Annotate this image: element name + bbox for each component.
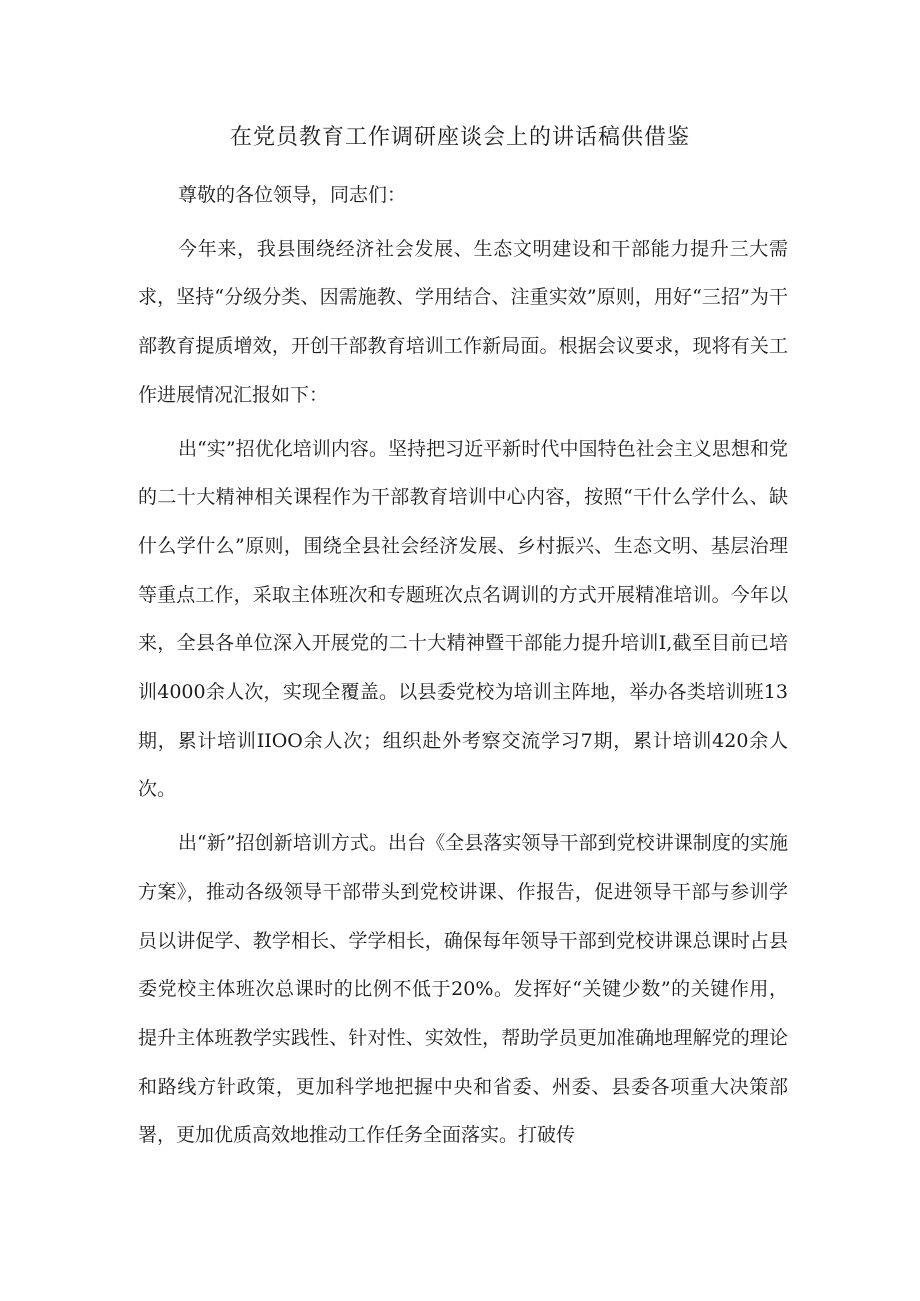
document-body [138,171,788,1160]
salutation: 尊敬的各位领导，同志们： [178,184,407,206]
paragraph-content: 出“实”招优化培训内容。坚持把习近平新时代中国特色社会主义思想和党的二十大精神相关课程作为干部教育培训中心内容，按照“干什么学什么、缺什么学什么”原则，围绕全县社会经济发展、乡村振兴、生态文明、基层治理等重点工作，采取主体班次和专题班次点名调训的方式开展精准培训。今年以来，全县各单位深入开展党的二十大精神暨干部能力提升培训I,截至目前已培训4000余人次，实现全覆盖。以县委党校为培训主阵地，举办各类培训班13期，累计培训IIOO余人次；组织赴外考察交流学习7期，累计培训420余人次。 [138,437,788,801]
paragraph-intro: 今年来，我县围绕经济社会发展、生态文明建设和干部能力提升三大需求，坚持“分级分类、因需施教、学用结合、注重实效”原则，用好“三招”为干部教育提质增效，开创干部教育培训工作新局面。根据会议要求，现将有关工作进展情况汇报如下： [138,237,788,406]
paragraph-method: 出“新”招创新培训方式。出台《全县落实领导干部到党校讲课制度的实施方案》，推动各级领导干部带头到党校讲课、作报告，促进领导干部与参训学员以讲促学、教学相长、学学相长，确保每年领导干部到党校讲课总课时占县委党校主体班次总课时的比例不低于20%。发挥好“关键少数”的关键作用，提升主体班教学实践性、针对性、实效性，帮助学员更加准确地理解党的理论和路线方针政策，更加科学地把握中央和省委、州委、县委各项重大决策部署，更加优质高效地推动工作任务全面落实。打破传 [138,832,788,1147]
document-title: 在党员教育工作调研座谈会上的讲话稿供借鉴 [229,125,690,150]
